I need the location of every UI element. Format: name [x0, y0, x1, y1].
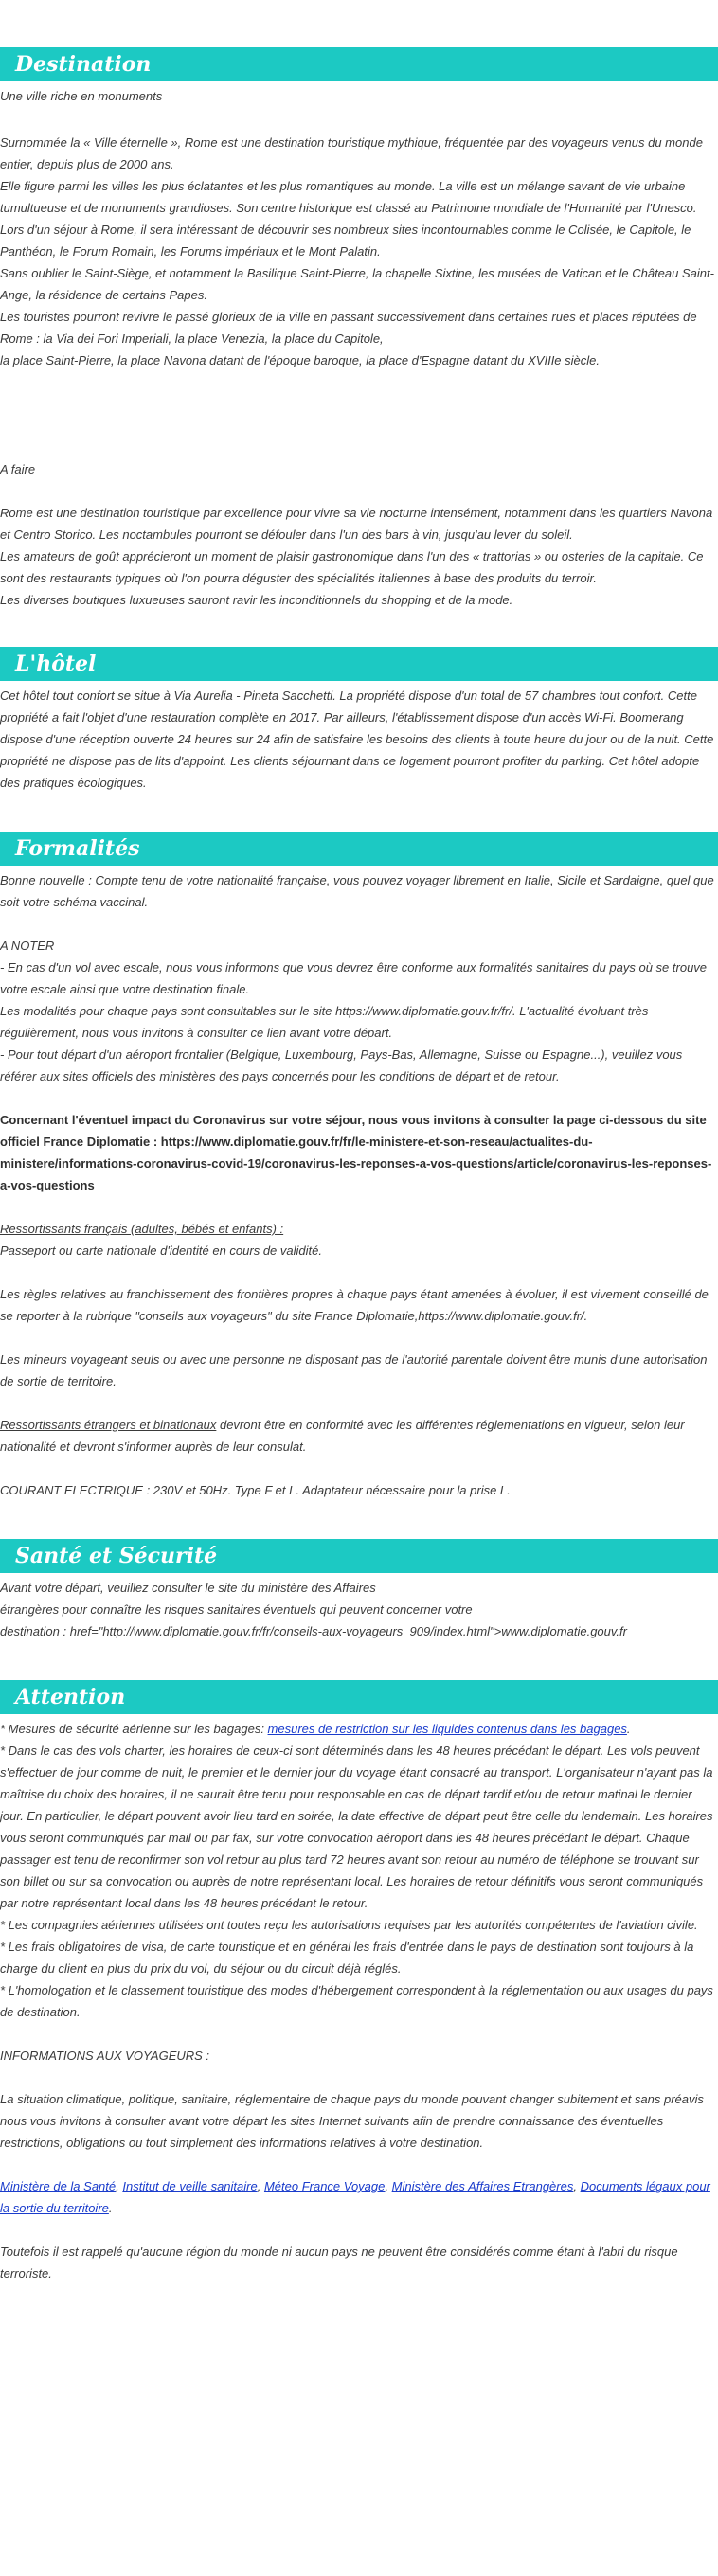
- section-header-attention: Attention: [0, 1680, 718, 1714]
- etrangers-text: devront être en conformité avec les différentes réglementations en vigueur, selon leur nationalité et devront s'informer auprès de leur consulat.: [0, 1418, 685, 1454]
- regles-text: Les règles relatives au franchissement des frontières propres à chaque pays étant amenées à évoluer, il est vivement conseillé de se reporter à la rubrique "conseils aux voyageurs" du site France Diplomatie,https://www.diplomatie.gouv.fr/.: [0, 1287, 709, 1323]
- charter-text: * Dans le cas des vols charter, les horaires de ceux-ci sont déterminés dans les 48 heures précédant le départ. Les vols peuvent s'effectuer de jour comme de nuit, le premier et le dernier jour du voyage étant consacré au transport. L'organisateur n'ayant pas la maîtrise du choix des horaires, il ne saurait être tenu pour responsable en cas de départ tardif et/ou de retour matinal le dernier jour. En particulier, le départ pouvant avoir lieu tard en soirée, la date effective de départ peut être celle du lendemain. Les horaires vous seront communiqués par mail ou par fax, sur votre convocation aéroport dans les 48 heures précédant le départ. Chaque passager est tenu de reconfirmer son vol retour au plus tard 72 heures avant son retour au numéro de téléphone se trouvant sur son billet ou sur sa convocation ou auprès de notre représentant local. Les horaires de retour définitifs vous seront communiqués par notre représentant local dans les 48 heures précédant le retour.: [0, 1744, 713, 1910]
- visa-text: * Les frais obligatoires de visa, de carte touristique et en général les frais d'entrée dans le pays de destination sont toujours à la charge du client en plus du prix du vol, du séjour ou du circuit déjà réglés.: [0, 1940, 694, 1976]
- etrangers-title: Ressortissants étrangers et binationaux: [0, 1418, 217, 1432]
- afaire-paragraph: Rome est une destination touristique par excellence pour vivre sa vie nocturne intensément, notamment dans les quartiers Navona et Centro Storico. Les noctambules pourront se défouler dans l'un des bars à vin, jusqu'au lever du soleil.: [0, 506, 713, 542]
- link-meteo-france-voyage[interactable]: Méteo France Voyage: [263, 2179, 386, 2193]
- info-links: [0, 2175, 718, 2219]
- sante-line: destination : href="http://www.diplomatie.gouv.fr/fr/conseils-aux-voyageurs_909/index.html">www.diplomatie.gouv.fr: [0, 1624, 627, 1638]
- hotel-description: Cet hôtel tout confort se situe à Via Aurelia - Pineta Sacchetti. La propriété dispose d'un total de 57 chambres tout confort. Cette propriété a fait l'objet d'une restauration complète en 2017. Par ailleurs, l'établissement dispose d'un accès Wi-Fi. Boomerang dispose d'une réception ouverte 24 heures sur 24 afin de satisfaire les besoins des clients à toute heure du jour ou de la nuit. Cette propriété ne dispose pas de lits d'appoint. Les clients séjournant dans ce logement pourront profiter du parking. Cet hôtel adopte des pratiques écologiques.: [0, 689, 714, 790]
- destination-paragraph: la place Saint-Pierre, la place Navona datant de l'époque baroque, la place d'Espagne datant du XVIIIe siècle.: [0, 353, 601, 367]
- section-header-sante: Santé et Sécurité: [0, 1539, 718, 1573]
- hotel-body: [0, 681, 718, 794]
- noter-title: A NOTER: [0, 939, 55, 953]
- noter-line: - En cas d'un vol avec escale, nous vous informons que vous devrez être conforme aux formalités sanitaires du pays où se trouve votre escale ainsi que votre destination finale.: [0, 960, 708, 996]
- link-documents-legaux[interactable]: Documents légaux pour la sortie du territoire: [0, 2179, 710, 2215]
- destination-paragraph: Elle figure parmi les villes les plus éclatantes et les plus romantiques au monde. La ville est un mélange savant de vie urbaine tumultueuse et de monuments grandioses. Son centre historique est classé au Patrimoine mondiale de l'Humanité par l'Unesco.: [0, 179, 697, 215]
- afaire-title: A faire: [0, 462, 36, 476]
- bagages-prefix: * Mesures de sécurité aérienne sur les bagages:: [0, 1722, 268, 1736]
- noter-line: - Pour tout départ d'un aéroport frontalier (Belgique, Luxembourg, Pays-Bas, Allemagne, Suisse ou Espagne...), veuillez vous référer aux sites officiels des ministères des pays concernés pour les conditions de départ et de retour.: [0, 1047, 683, 1083]
- link-separator: ,: [116, 2179, 123, 2193]
- infos-voyageurs-text: La situation climatique, politique, sanitaire, réglementaire de chaque pays du monde pouvant changer subitement et sans préavis nous vous invitons à consulter avant votre départ les sites Internet suivants afin de prendre connaissance des éventuelles restrictions, obligations ou tout simplement des informations relatives à votre destination.: [0, 2092, 704, 2150]
- covid-notice: Concernant l'éventuel impact du Coronavirus sur votre séjour, nous vous invitons à consulter la page ci-dessous du site officiel France Diplomatie : https://www.diplomatie.gouv.fr/fr/le-ministere-et-son-reseau/actualites-du-ministere/informations-coronavirus-covid-19/coronavirus-les-reponses-a-vos-questions/article/coronavirus-les-reponses-a-vos-questions: [0, 1113, 712, 1192]
- bagages-paragraph: [0, 1718, 718, 1740]
- afaire-paragraph: Les diverses boutiques luxueuses sauront ravir les inconditionnels du shopping et de la mode.: [0, 593, 513, 607]
- destination-paragraph: Sans oublier le Saint-Siège, et notamment la Basilique Saint-Pierre, la chapelle Sixtine, les musées de Vatican et le Château Saint-Ange, la résidence de certains Papes.: [0, 266, 714, 302]
- attention-body: [0, 1714, 718, 2284]
- mineurs-text: Les mineurs voyageant seuls ou avec une personne ne disposant pas de l'autorité parentale doivent être munis d'une autorisation de sortie de territoire.: [0, 1352, 708, 1388]
- section-header-hotel: L'hôtel: [0, 647, 718, 681]
- destination-paragraph: Les touristes pourront revivre le passé glorieux de la ville en passant successivement dans certaines rues et places réputées de Rome : la Via dei Fori Imperiali, la place Venezia, la place du Capitole,: [0, 310, 697, 346]
- etrangers-paragraph: [0, 1414, 718, 1458]
- link-separator: ,: [573, 2179, 581, 2193]
- section-header-destination: Destination: [0, 47, 718, 81]
- formalites-intro: Bonne nouvelle : Compte tenu de votre nationalité française, vous pouvez voyager librement en Italie, Sicile et Sardaigne, quel que soit votre schéma vaccinal.: [0, 873, 714, 909]
- sante-body: [0, 1573, 718, 1642]
- sante-line: Avant votre départ, veuillez consulter le site du ministère des Affaires: [0, 1581, 376, 1595]
- ressortissants-fr-title: Ressortissants français (adultes, bébés et enfants) :: [0, 1222, 284, 1236]
- ressortissants-fr-text: Passeport ou carte nationale d'identité en cours de validité.: [0, 1243, 322, 1258]
- sante-line: étrangères pour connaître les risques sanitaires éventuels qui peuvent concerner votre: [0, 1602, 473, 1617]
- link-ministere-affaires-etrangeres[interactable]: Ministère des Affaires Etrangères: [391, 2179, 574, 2193]
- bagages-suffix: .: [626, 1722, 631, 1736]
- formalites-body: [0, 866, 718, 1501]
- link-end: .: [108, 2201, 113, 2215]
- infos-voyageurs-title: INFORMATIONS AUX VOYAGEURS :: [0, 2048, 210, 2063]
- afaire-paragraph: Les amateurs de goût apprécieront un moment de plaisir gastronomique dans l'un des « trattorias » ou osteries de la capitale. Ce sont des restaurants typiques où l'on pourra déguster des spécialités italiennes à base des produits du terroir.: [0, 549, 704, 585]
- link-separator: ,: [257, 2179, 264, 2193]
- courant-electrique: COURANT ELECTRIQUE : 230V et 50Hz. Type F et L. Adaptateur nécessaire pour la prise L.: [0, 1483, 511, 1497]
- link-separator: ,: [385, 2179, 392, 2193]
- compagnies-text: * Les compagnies aériennes utilisées ont toutes reçu les autorisations requises par les autorités compétentes de l'aviation civile.: [0, 1918, 698, 1932]
- noter-line: Les modalités pour chaque pays sont consultables sur le site https://www.diplomatie.gouv.fr/fr/. L'actualité évoluant très régulièrement, nous vous invitons à consulter ce lien avant votre départ.: [0, 1004, 649, 1040]
- destination-body: [0, 81, 718, 611]
- link-institut-veille-sanitaire[interactable]: Institut de veille sanitaire: [122, 2179, 258, 2193]
- link-ministere-sante[interactable]: Ministère de la Santé: [0, 2179, 117, 2193]
- homologation-text: * L'homologation et le classement touristique des modes d'hébergement correspondent à la réglementation ou aux usages du pays de destination.: [0, 1983, 713, 2019]
- destination-paragraph: Lors d'un séjour à Rome, il sera intéressant de découvrir ses nombreux sites incontournables comme le Colisée, le Capitole, le Panthéon, le Forum Romain, les Forums impériaux et le Mont Palatin.: [0, 223, 691, 259]
- destination-paragraph: Surnommée la « Ville éternelle », Rome est une destination touristique mythique, fréquentée par des voyageurs venus du monde entier, depuis plus de 2000 ans.: [0, 135, 703, 171]
- destination-subtitle: Une ville riche en monuments: [0, 89, 163, 103]
- risque-terroriste-text: Toutefois il est rappelé qu'aucune région du monde ni aucun pays ne peuvent être considérés comme étant à l'abri du risque terroriste.: [0, 2245, 678, 2281]
- bagages-restriction-link[interactable]: mesures de restriction sur les liquides contenus dans les bagages: [267, 1722, 627, 1736]
- section-header-formalites: Formalités: [0, 832, 718, 866]
